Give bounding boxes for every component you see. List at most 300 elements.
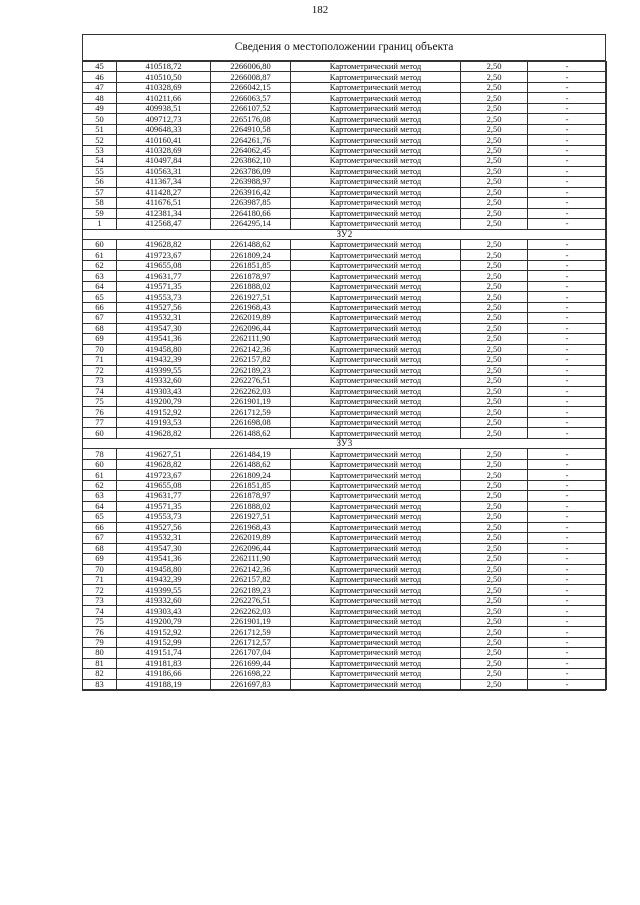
description-cell: - bbox=[528, 239, 607, 249]
x-coordinate-cell: 409712,73 bbox=[117, 114, 211, 124]
x-coordinate-cell: 419200,79 bbox=[117, 397, 211, 407]
y-coordinate-cell: 2261712,59 bbox=[211, 407, 291, 417]
accuracy-cell: 2,50 bbox=[461, 543, 528, 553]
method-cell: Картометрический метод bbox=[291, 533, 461, 543]
y-coordinate-cell: 2263786,09 bbox=[211, 166, 291, 176]
x-coordinate-cell: 419399,55 bbox=[117, 365, 211, 375]
method-cell: Картометрический метод bbox=[291, 313, 461, 323]
y-coordinate-cell: 2266107,52 bbox=[211, 103, 291, 113]
accuracy-cell: 2,50 bbox=[461, 669, 528, 679]
description-cell: - bbox=[528, 93, 607, 103]
accuracy-cell: 2,50 bbox=[461, 239, 528, 249]
method-cell: Картометрический метод bbox=[291, 679, 461, 689]
method-cell: Картометрический метод bbox=[291, 428, 461, 438]
accuracy-cell: 2,50 bbox=[461, 177, 528, 187]
x-coordinate-cell: 419152,92 bbox=[117, 627, 211, 637]
point-number-cell: 66 bbox=[83, 302, 117, 312]
accuracy-cell: 2,50 bbox=[461, 292, 528, 302]
method-cell: Картометрический метод bbox=[291, 124, 461, 134]
table-row bbox=[83, 658, 607, 668]
table-row bbox=[83, 449, 607, 459]
table-row bbox=[83, 595, 607, 605]
x-coordinate-cell: 419541,36 bbox=[117, 554, 211, 564]
y-coordinate-cell: 2262157,82 bbox=[211, 574, 291, 584]
table-row bbox=[83, 376, 607, 386]
x-coordinate-cell: 411676,51 bbox=[117, 198, 211, 208]
x-coordinate-cell: 419332,60 bbox=[117, 376, 211, 386]
x-coordinate-cell: 419532,31 bbox=[117, 533, 211, 543]
y-coordinate-cell: 2262096,44 bbox=[211, 543, 291, 553]
method-cell: Картометрический метод bbox=[291, 512, 461, 522]
point-number-cell: 77 bbox=[83, 417, 117, 427]
table-row bbox=[83, 365, 607, 375]
accuracy-cell: 2,50 bbox=[461, 219, 528, 229]
x-coordinate-cell: 419532,31 bbox=[117, 313, 211, 323]
description-cell: - bbox=[528, 386, 607, 396]
y-coordinate-cell: 2264295,14 bbox=[211, 219, 291, 229]
table-row bbox=[83, 669, 607, 679]
description-cell: - bbox=[528, 292, 607, 302]
point-number-cell: 60 bbox=[83, 239, 117, 249]
method-cell: Картометрический метод bbox=[291, 292, 461, 302]
accuracy-cell: 2,50 bbox=[461, 397, 528, 407]
point-number-cell: 65 bbox=[83, 512, 117, 522]
description-cell: - bbox=[528, 365, 607, 375]
point-number-cell: 51 bbox=[83, 124, 117, 134]
accuracy-cell: 2,50 bbox=[461, 166, 528, 176]
point-number-cell: 48 bbox=[83, 93, 117, 103]
point-number-cell: 76 bbox=[83, 627, 117, 637]
x-coordinate-cell: 419628,82 bbox=[117, 239, 211, 249]
x-coordinate-cell: 410518,72 bbox=[117, 62, 211, 72]
point-number-cell: 46 bbox=[83, 72, 117, 82]
y-coordinate-cell: 2262262,03 bbox=[211, 386, 291, 396]
accuracy-cell: 2,50 bbox=[461, 344, 528, 354]
y-coordinate-cell: 2262111,90 bbox=[211, 334, 291, 344]
table-row bbox=[83, 260, 607, 270]
y-coordinate-cell: 2266063,57 bbox=[211, 93, 291, 103]
accuracy-cell: 2,50 bbox=[461, 574, 528, 584]
y-coordinate-cell: 2263862,10 bbox=[211, 156, 291, 166]
description-cell: - bbox=[528, 669, 607, 679]
point-number-cell: 73 bbox=[83, 376, 117, 386]
x-coordinate-cell: 419193,53 bbox=[117, 417, 211, 427]
accuracy-cell: 2,50 bbox=[461, 679, 528, 689]
accuracy-cell: 2,50 bbox=[461, 145, 528, 155]
y-coordinate-cell: 2262262,03 bbox=[211, 606, 291, 616]
point-number-cell: 80 bbox=[83, 648, 117, 658]
method-cell: Картометрический метод bbox=[291, 271, 461, 281]
y-coordinate-cell: 2261484,19 bbox=[211, 449, 291, 459]
accuracy-cell: 2,50 bbox=[461, 449, 528, 459]
section-header: ЗУ3 bbox=[83, 438, 607, 448]
table-row bbox=[83, 616, 607, 626]
y-coordinate-cell: 2261878,97 bbox=[211, 271, 291, 281]
x-coordinate-cell: 419631,77 bbox=[117, 271, 211, 281]
table-row bbox=[83, 82, 607, 92]
description-cell: - bbox=[528, 260, 607, 270]
table-title: Сведения о местоположении границ объекта bbox=[83, 35, 605, 61]
description-cell: - bbox=[528, 334, 607, 344]
table-row bbox=[83, 679, 607, 689]
description-cell: - bbox=[528, 543, 607, 553]
description-cell: - bbox=[528, 250, 607, 260]
y-coordinate-cell: 2262111,90 bbox=[211, 554, 291, 564]
accuracy-cell: 2,50 bbox=[461, 522, 528, 532]
accuracy-cell: 2,50 bbox=[461, 103, 528, 113]
point-number-cell: 53 bbox=[83, 145, 117, 155]
description-cell: - bbox=[528, 271, 607, 281]
point-number-cell: 69 bbox=[83, 334, 117, 344]
method-cell: Картометрический метод bbox=[291, 669, 461, 679]
description-cell: - bbox=[528, 177, 607, 187]
x-coordinate-cell: 419571,35 bbox=[117, 281, 211, 291]
description-cell: - bbox=[528, 470, 607, 480]
accuracy-cell: 2,50 bbox=[461, 365, 528, 375]
table-row bbox=[83, 428, 607, 438]
table-row bbox=[83, 407, 607, 417]
point-number-cell: 55 bbox=[83, 166, 117, 176]
x-coordinate-cell: 419571,35 bbox=[117, 501, 211, 511]
table-row bbox=[83, 648, 607, 658]
description-cell: - bbox=[528, 376, 607, 386]
x-coordinate-cell: 419200,79 bbox=[117, 616, 211, 626]
description-cell: - bbox=[528, 198, 607, 208]
x-coordinate-cell: 419399,55 bbox=[117, 585, 211, 595]
x-coordinate-cell: 419541,36 bbox=[117, 334, 211, 344]
description-cell: - bbox=[528, 585, 607, 595]
method-cell: Картометрический метод bbox=[291, 365, 461, 375]
y-coordinate-cell: 2263916,42 bbox=[211, 187, 291, 197]
method-cell: Картометрический метод bbox=[291, 177, 461, 187]
method-cell: Картометрический метод bbox=[291, 323, 461, 333]
coordinates-table-body bbox=[83, 62, 607, 690]
x-coordinate-cell: 419181,83 bbox=[117, 658, 211, 668]
method-cell: Картометрический метод bbox=[291, 449, 461, 459]
x-coordinate-cell: 419152,92 bbox=[117, 407, 211, 417]
table-row bbox=[83, 281, 607, 291]
point-number-cell: 63 bbox=[83, 271, 117, 281]
x-coordinate-cell: 419655,08 bbox=[117, 260, 211, 270]
x-coordinate-cell: 410563,31 bbox=[117, 166, 211, 176]
method-cell: Картометрический метод bbox=[291, 302, 461, 312]
y-coordinate-cell: 2262019,89 bbox=[211, 533, 291, 543]
x-coordinate-cell: 410328,69 bbox=[117, 82, 211, 92]
x-coordinate-cell: 419547,30 bbox=[117, 543, 211, 553]
method-cell: Картометрический метод bbox=[291, 82, 461, 92]
table-row bbox=[83, 512, 607, 522]
method-cell: Картометрический метод bbox=[291, 648, 461, 658]
table-row bbox=[83, 250, 607, 260]
accuracy-cell: 2,50 bbox=[461, 260, 528, 270]
method-cell: Картометрический метод bbox=[291, 522, 461, 532]
point-number-cell: 72 bbox=[83, 365, 117, 375]
table-row bbox=[83, 522, 607, 532]
section-header: ЗУ2 bbox=[83, 229, 607, 239]
y-coordinate-cell: 2261851,85 bbox=[211, 260, 291, 270]
table-row bbox=[83, 344, 607, 354]
table-row bbox=[83, 114, 607, 124]
table-row bbox=[83, 177, 607, 187]
x-coordinate-cell: 410497,84 bbox=[117, 156, 211, 166]
accuracy-cell: 2,50 bbox=[461, 62, 528, 72]
point-number-cell: 50 bbox=[83, 114, 117, 124]
y-coordinate-cell: 2263987,85 bbox=[211, 198, 291, 208]
accuracy-cell: 2,50 bbox=[461, 512, 528, 522]
table-row bbox=[83, 72, 607, 82]
accuracy-cell: 2,50 bbox=[461, 198, 528, 208]
y-coordinate-cell: 2265176,08 bbox=[211, 114, 291, 124]
point-number-cell: 57 bbox=[83, 187, 117, 197]
accuracy-cell: 2,50 bbox=[461, 271, 528, 281]
accuracy-cell: 2,50 bbox=[461, 386, 528, 396]
accuracy-cell: 2,50 bbox=[461, 554, 528, 564]
description-cell: - bbox=[528, 219, 607, 229]
accuracy-cell: 2,50 bbox=[461, 208, 528, 218]
x-coordinate-cell: 419723,67 bbox=[117, 250, 211, 260]
coordinates-table bbox=[82, 61, 607, 690]
table-row bbox=[83, 187, 607, 197]
table-row bbox=[83, 208, 607, 218]
description-cell: - bbox=[528, 313, 607, 323]
point-number-cell: 68 bbox=[83, 323, 117, 333]
point-number-cell: 75 bbox=[83, 616, 117, 626]
x-coordinate-cell: 419547,30 bbox=[117, 323, 211, 333]
description-cell: - bbox=[528, 574, 607, 584]
table-row bbox=[83, 417, 607, 427]
y-coordinate-cell: 2262019,89 bbox=[211, 313, 291, 323]
point-number-cell: 45 bbox=[83, 62, 117, 72]
y-coordinate-cell: 2262276,51 bbox=[211, 376, 291, 386]
description-cell: - bbox=[528, 459, 607, 469]
x-coordinate-cell: 419527,56 bbox=[117, 302, 211, 312]
method-cell: Картометрический метод bbox=[291, 470, 461, 480]
method-cell: Картометрический метод bbox=[291, 574, 461, 584]
method-cell: Картометрический метод bbox=[291, 260, 461, 270]
y-coordinate-cell: 2261488,62 bbox=[211, 459, 291, 469]
y-coordinate-cell: 2262276,51 bbox=[211, 595, 291, 605]
method-cell: Картометрический метод bbox=[291, 62, 461, 72]
table-row bbox=[83, 386, 607, 396]
point-number-cell: 61 bbox=[83, 250, 117, 260]
accuracy-cell: 2,50 bbox=[461, 313, 528, 323]
y-coordinate-cell: 2261851,85 bbox=[211, 480, 291, 490]
table-row bbox=[83, 480, 607, 490]
accuracy-cell: 2,50 bbox=[461, 564, 528, 574]
point-number-cell: 58 bbox=[83, 198, 117, 208]
accuracy-cell: 2,50 bbox=[461, 281, 528, 291]
point-number-cell: 70 bbox=[83, 344, 117, 354]
method-cell: Картометрический метод bbox=[291, 585, 461, 595]
description-cell: - bbox=[528, 323, 607, 333]
method-cell: Картометрический метод bbox=[291, 135, 461, 145]
x-coordinate-cell: 419188,19 bbox=[117, 679, 211, 689]
x-coordinate-cell: 419631,77 bbox=[117, 491, 211, 501]
point-number-cell: 65 bbox=[83, 292, 117, 302]
table-row bbox=[83, 554, 607, 564]
y-coordinate-cell: 2264180,66 bbox=[211, 208, 291, 218]
y-coordinate-cell: 2261968,43 bbox=[211, 302, 291, 312]
point-number-cell: 81 bbox=[83, 658, 117, 668]
description-cell: - bbox=[528, 114, 607, 124]
x-coordinate-cell: 419152,99 bbox=[117, 637, 211, 647]
table-row bbox=[83, 135, 607, 145]
y-coordinate-cell: 2261712,59 bbox=[211, 627, 291, 637]
method-cell: Картометрический метод bbox=[291, 208, 461, 218]
y-coordinate-cell: 2266006,80 bbox=[211, 62, 291, 72]
table-row bbox=[83, 501, 607, 511]
table-row bbox=[83, 627, 607, 637]
description-cell: - bbox=[528, 616, 607, 626]
accuracy-cell: 2,50 bbox=[461, 93, 528, 103]
y-coordinate-cell: 2261901,19 bbox=[211, 397, 291, 407]
table-row bbox=[83, 166, 607, 176]
description-cell: - bbox=[528, 658, 607, 668]
table-row bbox=[83, 93, 607, 103]
y-coordinate-cell: 2261697,83 bbox=[211, 679, 291, 689]
x-coordinate-cell: 419332,60 bbox=[117, 595, 211, 605]
table-row bbox=[83, 355, 607, 365]
description-cell: - bbox=[528, 156, 607, 166]
point-number-cell: 62 bbox=[83, 260, 117, 270]
point-number-cell: 47 bbox=[83, 82, 117, 92]
y-coordinate-cell: 2262157,82 bbox=[211, 355, 291, 365]
method-cell: Картометрический метод bbox=[291, 627, 461, 637]
table-row bbox=[83, 470, 607, 480]
table-row bbox=[83, 574, 607, 584]
description-cell: - bbox=[528, 564, 607, 574]
table-row bbox=[83, 637, 607, 647]
y-coordinate-cell: 2264062,45 bbox=[211, 145, 291, 155]
table-row bbox=[83, 198, 607, 208]
table-row bbox=[83, 103, 607, 113]
y-coordinate-cell: 2261699,44 bbox=[211, 658, 291, 668]
method-cell: Картометрический метод bbox=[291, 145, 461, 155]
y-coordinate-cell: 2261809,24 bbox=[211, 470, 291, 480]
page-number: 182 bbox=[311, 4, 329, 16]
y-coordinate-cell: 2261901,19 bbox=[211, 616, 291, 626]
x-coordinate-cell: 419458,80 bbox=[117, 344, 211, 354]
description-cell: - bbox=[528, 533, 607, 543]
accuracy-cell: 2,50 bbox=[461, 648, 528, 658]
point-number-cell: 67 bbox=[83, 533, 117, 543]
y-coordinate-cell: 2264261,76 bbox=[211, 135, 291, 145]
accuracy-cell: 2,50 bbox=[461, 355, 528, 365]
method-cell: Картометрический метод bbox=[291, 616, 461, 626]
x-coordinate-cell: 419303,43 bbox=[117, 606, 211, 616]
point-number-cell: 60 bbox=[83, 428, 117, 438]
x-coordinate-cell: 419303,43 bbox=[117, 386, 211, 396]
accuracy-cell: 2,50 bbox=[461, 187, 528, 197]
y-coordinate-cell: 2266042,15 bbox=[211, 82, 291, 92]
x-coordinate-cell: 419723,67 bbox=[117, 470, 211, 480]
y-coordinate-cell: 2262142,36 bbox=[211, 564, 291, 574]
point-number-cell: 74 bbox=[83, 606, 117, 616]
description-cell: - bbox=[528, 512, 607, 522]
accuracy-cell: 2,50 bbox=[461, 627, 528, 637]
accuracy-cell: 2,50 bbox=[461, 606, 528, 616]
table-row bbox=[83, 533, 607, 543]
accuracy-cell: 2,50 bbox=[461, 480, 528, 490]
method-cell: Картометрический метод bbox=[291, 595, 461, 605]
point-number-cell: 62 bbox=[83, 480, 117, 490]
x-coordinate-cell: 419655,08 bbox=[117, 480, 211, 490]
method-cell: Картометрический метод bbox=[291, 606, 461, 616]
point-number-cell: 54 bbox=[83, 156, 117, 166]
accuracy-cell: 2,50 bbox=[461, 114, 528, 124]
x-coordinate-cell: 412381,34 bbox=[117, 208, 211, 218]
x-coordinate-cell: 419432,39 bbox=[117, 574, 211, 584]
table-row bbox=[83, 156, 607, 166]
description-cell: - bbox=[528, 166, 607, 176]
method-cell: Картометрический метод bbox=[291, 417, 461, 427]
table-row bbox=[83, 323, 607, 333]
point-number-cell: 63 bbox=[83, 491, 117, 501]
y-coordinate-cell: 2262189,23 bbox=[211, 365, 291, 375]
description-cell: - bbox=[528, 281, 607, 291]
description-cell: - bbox=[528, 344, 607, 354]
y-coordinate-cell: 2261707,04 bbox=[211, 648, 291, 658]
method-cell: Картометрический метод bbox=[291, 156, 461, 166]
point-number-cell: 83 bbox=[83, 679, 117, 689]
method-cell: Картометрический метод bbox=[291, 103, 461, 113]
method-cell: Картометрический метод bbox=[291, 501, 461, 511]
table-row bbox=[83, 302, 607, 312]
x-coordinate-cell: 419527,56 bbox=[117, 522, 211, 532]
accuracy-cell: 2,50 bbox=[461, 533, 528, 543]
point-number-cell: 52 bbox=[83, 135, 117, 145]
y-coordinate-cell: 2262096,44 bbox=[211, 323, 291, 333]
section-header-row bbox=[83, 438, 607, 448]
accuracy-cell: 2,50 bbox=[461, 334, 528, 344]
accuracy-cell: 2,50 bbox=[461, 470, 528, 480]
table-row bbox=[83, 564, 607, 574]
x-coordinate-cell: 419628,82 bbox=[117, 459, 211, 469]
y-coordinate-cell: 2261888,02 bbox=[211, 501, 291, 511]
accuracy-cell: 2,50 bbox=[461, 501, 528, 511]
point-number-cell: 60 bbox=[83, 459, 117, 469]
point-number-cell: 82 bbox=[83, 669, 117, 679]
method-cell: Картометрический метод bbox=[291, 491, 461, 501]
description-cell: - bbox=[528, 417, 607, 427]
x-coordinate-cell: 419432,39 bbox=[117, 355, 211, 365]
accuracy-cell: 2,50 bbox=[461, 302, 528, 312]
x-coordinate-cell: 409938,51 bbox=[117, 103, 211, 113]
accuracy-cell: 2,50 bbox=[461, 376, 528, 386]
point-number-cell: 74 bbox=[83, 386, 117, 396]
method-cell: Картометрический метод bbox=[291, 281, 461, 291]
description-cell: - bbox=[528, 208, 607, 218]
y-coordinate-cell: 2261927,51 bbox=[211, 292, 291, 302]
description-cell: - bbox=[528, 491, 607, 501]
method-cell: Картометрический метод bbox=[291, 239, 461, 249]
section-header-row bbox=[83, 229, 607, 239]
table-row bbox=[83, 145, 607, 155]
y-coordinate-cell: 2261698,08 bbox=[211, 417, 291, 427]
table-row bbox=[83, 334, 607, 344]
accuracy-cell: 2,50 bbox=[461, 417, 528, 427]
description-cell: - bbox=[528, 449, 607, 459]
point-number-cell: 64 bbox=[83, 501, 117, 511]
method-cell: Картометрический метод bbox=[291, 658, 461, 668]
point-number-cell: 68 bbox=[83, 543, 117, 553]
point-number-cell: 75 bbox=[83, 397, 117, 407]
description-cell: - bbox=[528, 554, 607, 564]
accuracy-cell: 2,50 bbox=[461, 658, 528, 668]
point-number-cell: 69 bbox=[83, 554, 117, 564]
description-cell: - bbox=[528, 124, 607, 134]
description-cell: - bbox=[528, 679, 607, 689]
